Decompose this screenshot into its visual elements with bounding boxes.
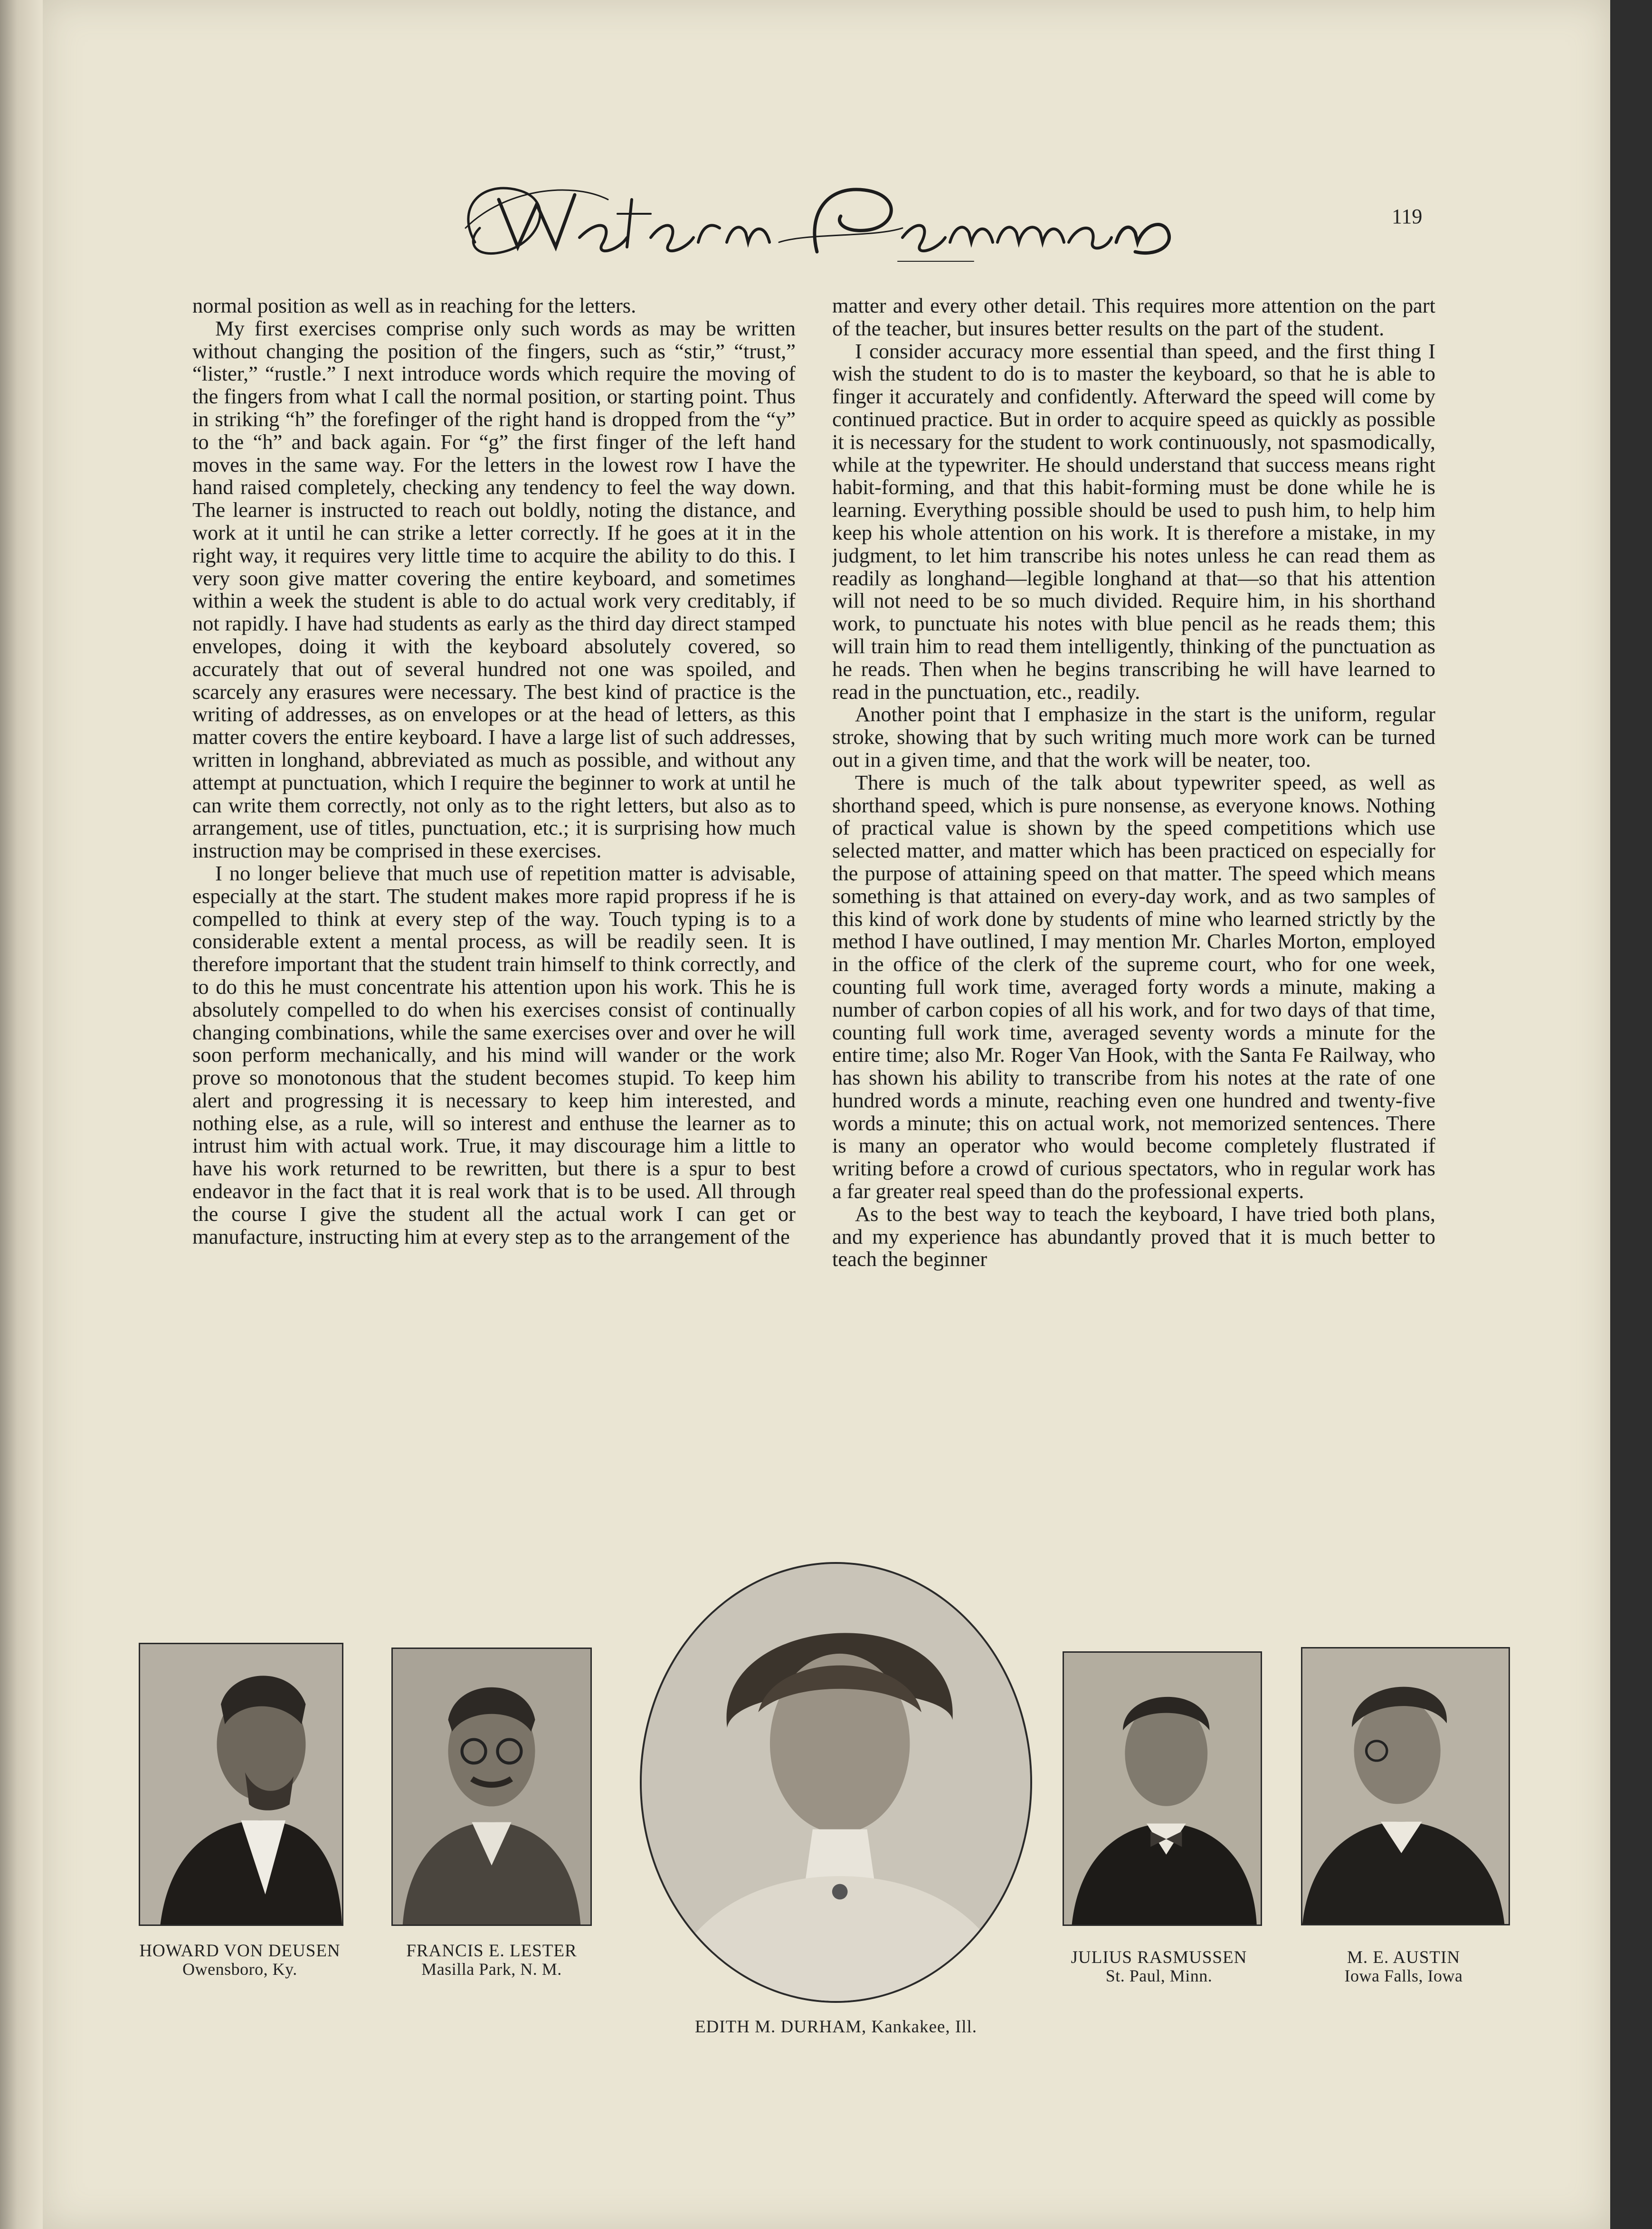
portrait-caption-durham [598,2018,1073,2036]
book-spine-shadow [0,0,43,2229]
caption-name: EDITH M. DURHAM, Kankakee, Ill. [694,2017,978,2037]
caption-name: FRANCIS E. LESTER [406,1941,577,1961]
paragraph: matter and every other detail. This requires more attention on the part of the teacher, but insures better results on the part of the student. [832,295,1435,340]
scan-border [1610,0,1652,2229]
masthead-script-image [446,171,1187,271]
portrait-caption-austin [1292,1949,1515,1985]
paragraph: I consider accuracy more essential than speed, and the first thing I wish the student to do is to master the keyboard, so that he is able to finger it accurately and confidently. Afterward the speed will come by continued practice. But in order to acquire speed as quickly as possible it is necessary for the student to work continuously, not spasmodically, while at the typewriter. He should understand that success means right habit-forming, and that this habit-forming must be done while he is learning. Everything possible should be used to push him, to help him keep his whole attention on his work. It is therefore a mistake, in my judgment, to let him transcribe his notes unless he can read them as readily as longhand—legible longhand at that—so that his attention will not need to be so much divided. Require him, in his shorthand work, to punctuate his notes with blue pencil as he reads them; this will train him to read them intelligently, thinking of the punctuation as he reads. Then when he begins transcribing he will have learned to read in the punctuation, etc., readily. [832,339,1435,704]
caption-place: Iowa Falls, Iowa [1344,1966,1463,1985]
caption-name: M. E. AUSTIN [1347,1948,1461,1967]
portrait-caption-rasmussen [1031,1949,1287,1985]
paragraph: I no longer believe that much use of repetition matter is advisable, especially at the start. The student makes more rapid propress if he is compelled to think at every step of the way. Touch typing is to a considerable extent a mental process, as will be readily seen. It is therefore important that the student train himself to think correctly, and to do this he must concentrate his attention upon his work. This he is absolutely compelled to do when his exercises consist of continually changing combinations, while the same exercises over and over he will soon perform mechanically, and his mind will wander or the work prove so monotonous that the student becomes stupid. To keep him alert and progressing it is necessary to keep him interested, and nothing else, as a rule, will so interest and enthuse the learner as to intrust him with actual work. True, it may discourage him a little to have his work returned to be rewritten, but there is a spur to best endeavor in the fact that it is real work that is to be used. All through the course I give the student all the actual work I can get or manufacture, instructing him at every step as to the arrangement of the [192,861,796,1248]
article-column-right [832,295,1435,1530]
caption-name: JULIUS RASMUSSEN [1071,1948,1247,1967]
portrait-photo-lester [391,1648,592,1926]
portrait-photo-rasmussen [1063,1651,1262,1926]
paragraph: As to the best way to teach the keyboard, I have tried both plans, and my experience has abundantly proved that it is much better to teach the beginner [832,1201,1435,1271]
portrait-photo-durham [640,1562,1032,2003]
masthead-logo [446,171,1187,271]
portrait-caption-von-deusen [104,1942,375,1978]
caption-place: Owensboro, Ky. [182,1960,297,1979]
portrait-caption-lester [375,1942,608,1978]
paragraph: My first exercises comprise only such words as may be written without changing the position of the fingers, such as “stir,” “trust,” “lister,” “rustle.” I next introduce words which require the moving of the fingers from what I call the normal position, or starting point. Thus in striking “h” the forefinger of the right hand is dropped from the “y” to the “h” and back again. For “g” the first finger of the left hand moves in the same way. For the letters in the lowest row I have the hand raised completely, checking any tendency to feel the way down. The learner is instructed to reach out boldly, noting the distance, and work at it until he can strike a letter correctly. If he goes at it in the right way, it requires very little time to acquire the ability to do this. I very soon give matter covering the entire keyboard, and sometimes within a week the student is able to do actual work very creditably, if not rapidly. I have had students as early as the third day direct stamped envelopes, doing it with the keyboard absolutely covered, so accurately that out of several hundred not one was spoiled, and scarcely any erasures were necessary. The best kind of practice is the writing of addresses, as on envelopes or at the head of letters, as this matter covers the entire keyboard. I have a large list of such addresses, written in longhand, abbreviated as much as possible, and without any attempt at punctuation, which I require the beginner to work at until he can write them correctly, not only as to the right letters, but also as to arrangement, use of titles, punctuation, etc.; it is surprising how much instruction may be comprised in these exercises. [192,316,796,863]
paragraph: There is much of the talk about typewriter speed, as well as shorthand speed, which is pure nonsense, as everyone knows. Nothing of practical value is shown by the speed competitions which use selected matter, and matter which has been practiced on especially for the purpose of attaining speed on that matter. The speed which means something is that attained on every-day work, and as two samples of this kind of work done by students of mine who learned strictly by the method I have outlined, I may mention Mr. Charles Morton, employed in the office of the clerk of the supreme court, who for one week, counting full work time, averaged forty words a minute, making a number of carbon copies of all his work, and for two days of that time, counting full work time, averaged seventy words a minute for the entire time; also Mr. Roger Van Hook, with the Santa Fe Railway, who has shown his ability to transcribe from his notes at the rate of one hundred words a minute, reaching even one hundred and twenty-five words a minute; this on actual work, not memorized sentences. There is many an operator who would become completely flustrated if writing before a crowd of curious spectators, who in regular work has a far greater real speed than do the professional experts. [832,770,1435,1203]
caption-name: HOWARD VON DEUSEN [139,1941,341,1961]
caption-place: Masilla Park, N. M. [421,1960,562,1979]
paragraph: Another point that I emphasize in the start is the uniform, regular stroke, showing that by such writing much more work can be turned out in a given time, and that the work will be neater, too. [832,702,1435,772]
page-number: 119 [1392,205,1423,228]
article-column-left [192,295,796,1530]
portrait-photo-von-deusen [139,1643,343,1926]
paragraph: normal position as well as in reaching for the letters. [192,295,636,317]
caption-place: St. Paul, Minn. [1105,1966,1213,1985]
portrait-photo-austin [1301,1647,1510,1925]
